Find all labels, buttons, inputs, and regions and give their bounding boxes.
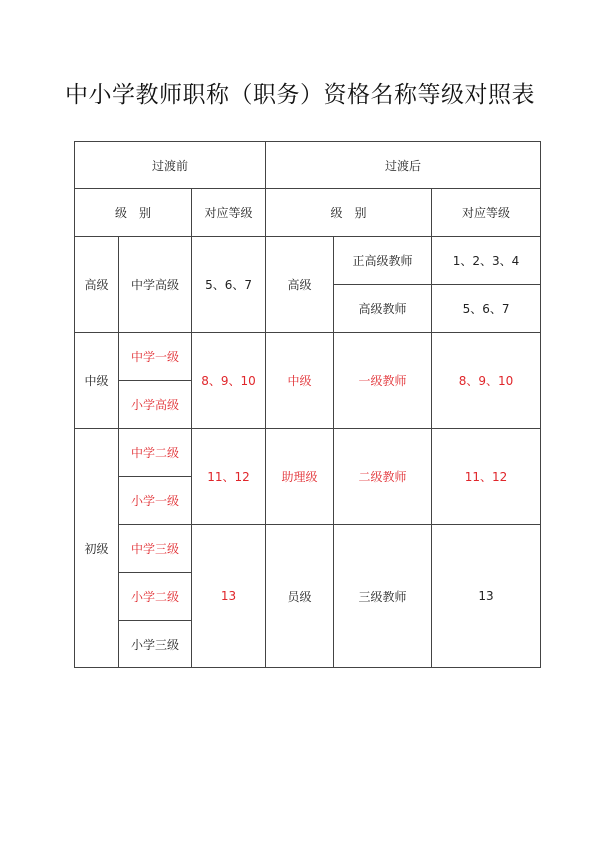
after-category-cell: 高级 xyxy=(266,237,334,333)
header-level-before: 级 别 xyxy=(75,189,192,237)
after-title-cell: 二级教师 xyxy=(334,429,432,525)
before-grade-cell: 11、12 xyxy=(192,429,266,525)
after-grade-cell: 13 xyxy=(432,525,541,668)
after-title-cell: 一级教师 xyxy=(334,333,432,429)
category-cell: 高级 xyxy=(75,237,119,333)
after-grade-cell: 1、2、3、4 xyxy=(432,237,541,285)
table-row xyxy=(75,237,541,285)
header-before: 过渡前 xyxy=(75,142,266,189)
table-row xyxy=(75,333,541,381)
after-grade-cell: 8、9、10 xyxy=(432,333,541,429)
after-title-cell: 高级教师 xyxy=(334,285,432,333)
after-category-cell: 员级 xyxy=(266,525,334,668)
page-title: 中小学教师职称（职务）资格名称等级对照表 xyxy=(65,82,535,108)
header-row-top xyxy=(75,142,541,189)
before-title-cell: 小学高级 xyxy=(119,381,192,429)
table-row xyxy=(75,429,541,477)
before-title-cell: 小学二级 xyxy=(119,573,192,621)
category-cell: 中级 xyxy=(75,333,119,429)
before-title-cell: 中学一级 xyxy=(119,333,192,381)
category-cell: 初级 xyxy=(75,429,119,668)
before-title-cell: 中学二级 xyxy=(119,429,192,477)
after-title-cell: 三级教师 xyxy=(334,525,432,668)
before-title-cell: 中学三级 xyxy=(119,525,192,573)
after-grade-cell: 5、6、7 xyxy=(432,285,541,333)
header-grade-after: 对应等级 xyxy=(432,189,541,237)
before-title-cell: 中学高级 xyxy=(119,237,192,333)
header-level-after: 级 别 xyxy=(266,189,432,237)
before-grade-cell: 5、6、7 xyxy=(192,237,266,333)
before-grade-cell: 8、9、10 xyxy=(192,333,266,429)
after-category-cell: 助理级 xyxy=(266,429,334,525)
header-after: 过渡后 xyxy=(266,142,541,189)
after-title-cell: 正高级教师 xyxy=(334,237,432,285)
comparison-table xyxy=(74,141,541,668)
before-title-cell: 小学一级 xyxy=(119,477,192,525)
header-grade-before: 对应等级 xyxy=(192,189,266,237)
table-row xyxy=(75,525,541,573)
after-grade-cell: 11、12 xyxy=(432,429,541,525)
header-row-sub xyxy=(75,189,541,237)
before-title-cell: 小学三级 xyxy=(119,621,192,668)
before-grade-cell: 13 xyxy=(192,525,266,668)
after-category-cell: 中级 xyxy=(266,333,334,429)
